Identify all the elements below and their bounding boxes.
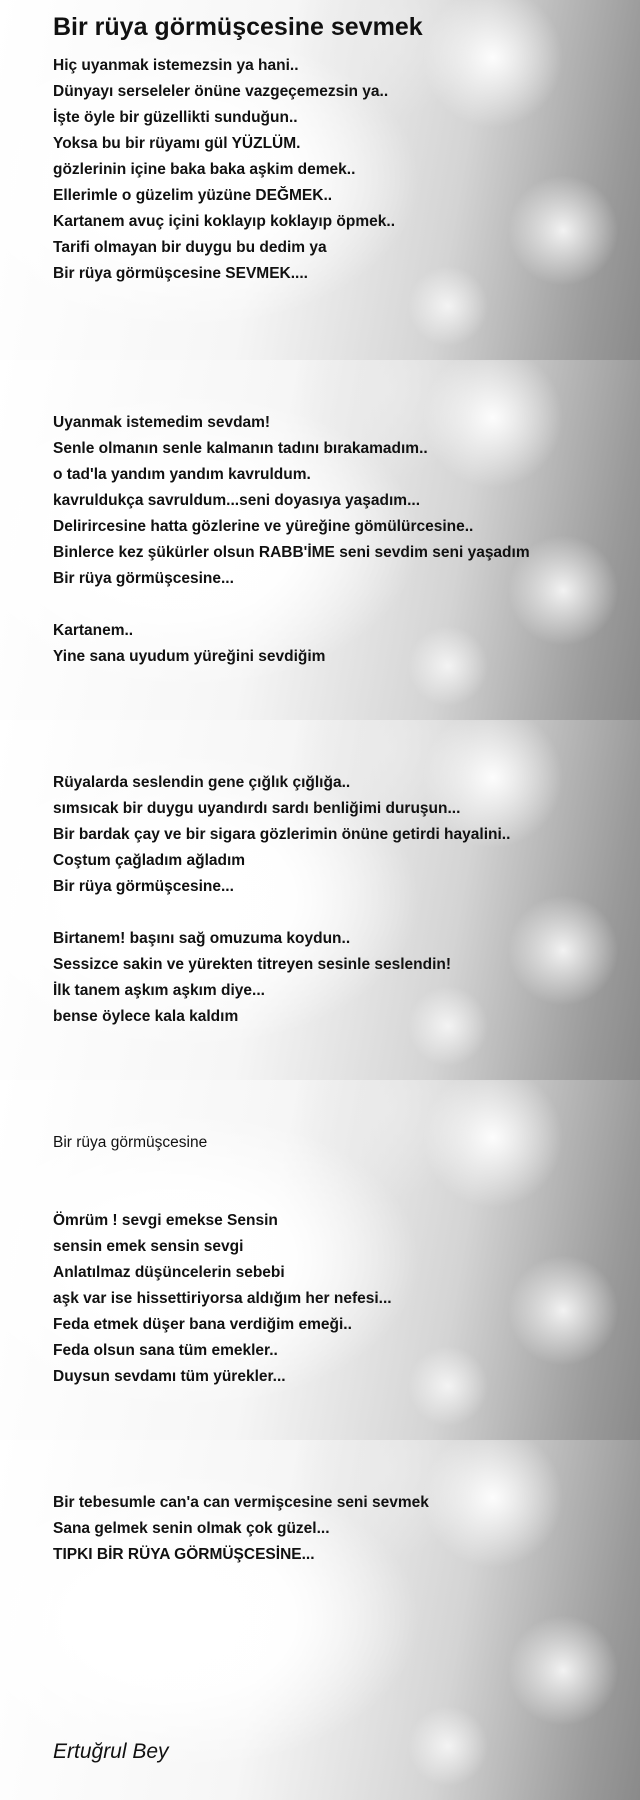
poem-line: Ömrüm ! sevgi emekse Sensin (53, 1212, 278, 1229)
poem-line: Coştum çağladım ağladım (53, 852, 246, 869)
poem-line: Hiç uyanmak istemezsin ya hani.. (53, 57, 299, 74)
poem-line: gözlerinin içine baka baka aşkim demek.. (53, 161, 356, 178)
blank-line (53, 1156, 392, 1182)
poem-line: Bir rüya görmüşcesine... (53, 570, 234, 587)
poem-line: Tarifi olmayan bir duygu bu dedim ya (53, 239, 327, 256)
poem-line: Feda etmek düşer bana verdiğim emeği.. (53, 1316, 352, 1333)
poem-line: Feda olsun sana tüm emekler.. (53, 1342, 278, 1359)
poem-line: aşk var ise hissettiriyorsa aldığım her nefesi... (53, 1290, 392, 1307)
poem-line: Bir rüya görmüşcesine SEVMEK.... (53, 265, 308, 282)
blank-line (53, 1182, 392, 1208)
poem-line: Dünyayı serseleler önüne vazgeçemezsin ya.. (53, 83, 389, 100)
poem-line: Uyanmak istemedim sevdam! (53, 414, 271, 431)
blank-line (53, 900, 510, 926)
poem-line: Bir rüya görmüşcesine... (53, 878, 234, 895)
poem-line: İlk tanem aşkım aşkım diye... (53, 982, 265, 999)
poem-panel-2 (0, 360, 640, 720)
stanza-5 (53, 1490, 429, 1568)
poem-line: o tad'la yandım yandım kavruldum. (53, 466, 311, 483)
poem-panel-1 (0, 0, 640, 360)
poem-panel-5 (0, 1440, 640, 1800)
stanza-1 (53, 53, 395, 287)
poem-line: Kartanem.. (53, 622, 134, 639)
stanza-2 (53, 410, 530, 670)
stanza-4 (53, 1130, 392, 1390)
poem-line: kavruldukça savruldum...seni doyasıya yaşadım... (53, 492, 421, 509)
poem-panel-4 (0, 1080, 640, 1440)
poem-line: Duysun sevdamı tüm yürekler... (53, 1368, 286, 1385)
poem-line: Anlatılmaz düşüncelerin sebebi (53, 1264, 285, 1281)
poem-line: Sana gelmek senin olmak çok güzel... (53, 1520, 330, 1537)
poem-line: sensin emek sensin sevgi (53, 1238, 244, 1255)
poem-panel-3 (0, 720, 640, 1080)
poem-line: Delirircesine hatta gözlerine ve yüreğine gömülürcesine.. (53, 518, 474, 535)
poem-line: bense öylece kala kaldım (53, 1008, 239, 1025)
poem-line: Senle olmanın senle kalmanın tadını bırakamadım.. (53, 440, 428, 457)
poem-title: Bir rüya görmüşcesine sevmek (53, 13, 423, 41)
author-signature: Ertuğrul Bey (53, 1740, 169, 1763)
poem-line: TIPKI BİR RÜYA GÖRMÜŞCESİNE... (53, 1546, 315, 1563)
poem-line: Ellerimle o güzelim yüzüne DEĞMEK.. (53, 187, 333, 204)
poem-line: Kartanem avuç içini koklayıp koklayıp öpmek.. (53, 213, 395, 230)
poem-line: Birtanem! başını sağ omuzuma koydun.. (53, 930, 351, 947)
blank-line (53, 592, 530, 618)
poem-line: Bir tebesumle can'a can vermişcesine seni sevmek (53, 1494, 429, 1511)
poem-line: sımsıcak bir duygu uyandırdı sardı benliğimi duruşun... (53, 800, 461, 817)
poem-line: Yoksa bu bir rüyamı gül YÜZLÜM. (53, 135, 301, 152)
poem-line: Binlerce kez şükürler olsun RABB'İME seni sevdim seni yaşadım (53, 544, 530, 561)
poem-line: Rüyalarda seslendin gene çığlık çığlığa.. (53, 774, 351, 791)
poem-line: Yine sana uyudum yüreğini sevdiğim (53, 648, 326, 665)
poem-line: İşte öyle bir güzellikti sunduğun.. (53, 109, 298, 126)
poem-line: Bir bardak çay ve bir sigara gözlerimin önüne getirdi hayalini.. (53, 826, 511, 843)
stanza-3 (53, 770, 510, 1030)
poem-line: Bir rüya görmüşcesine (53, 1134, 208, 1151)
poem-line: Sessizce sakin ve yürekten titreyen sesinle seslendin! (53, 956, 452, 973)
